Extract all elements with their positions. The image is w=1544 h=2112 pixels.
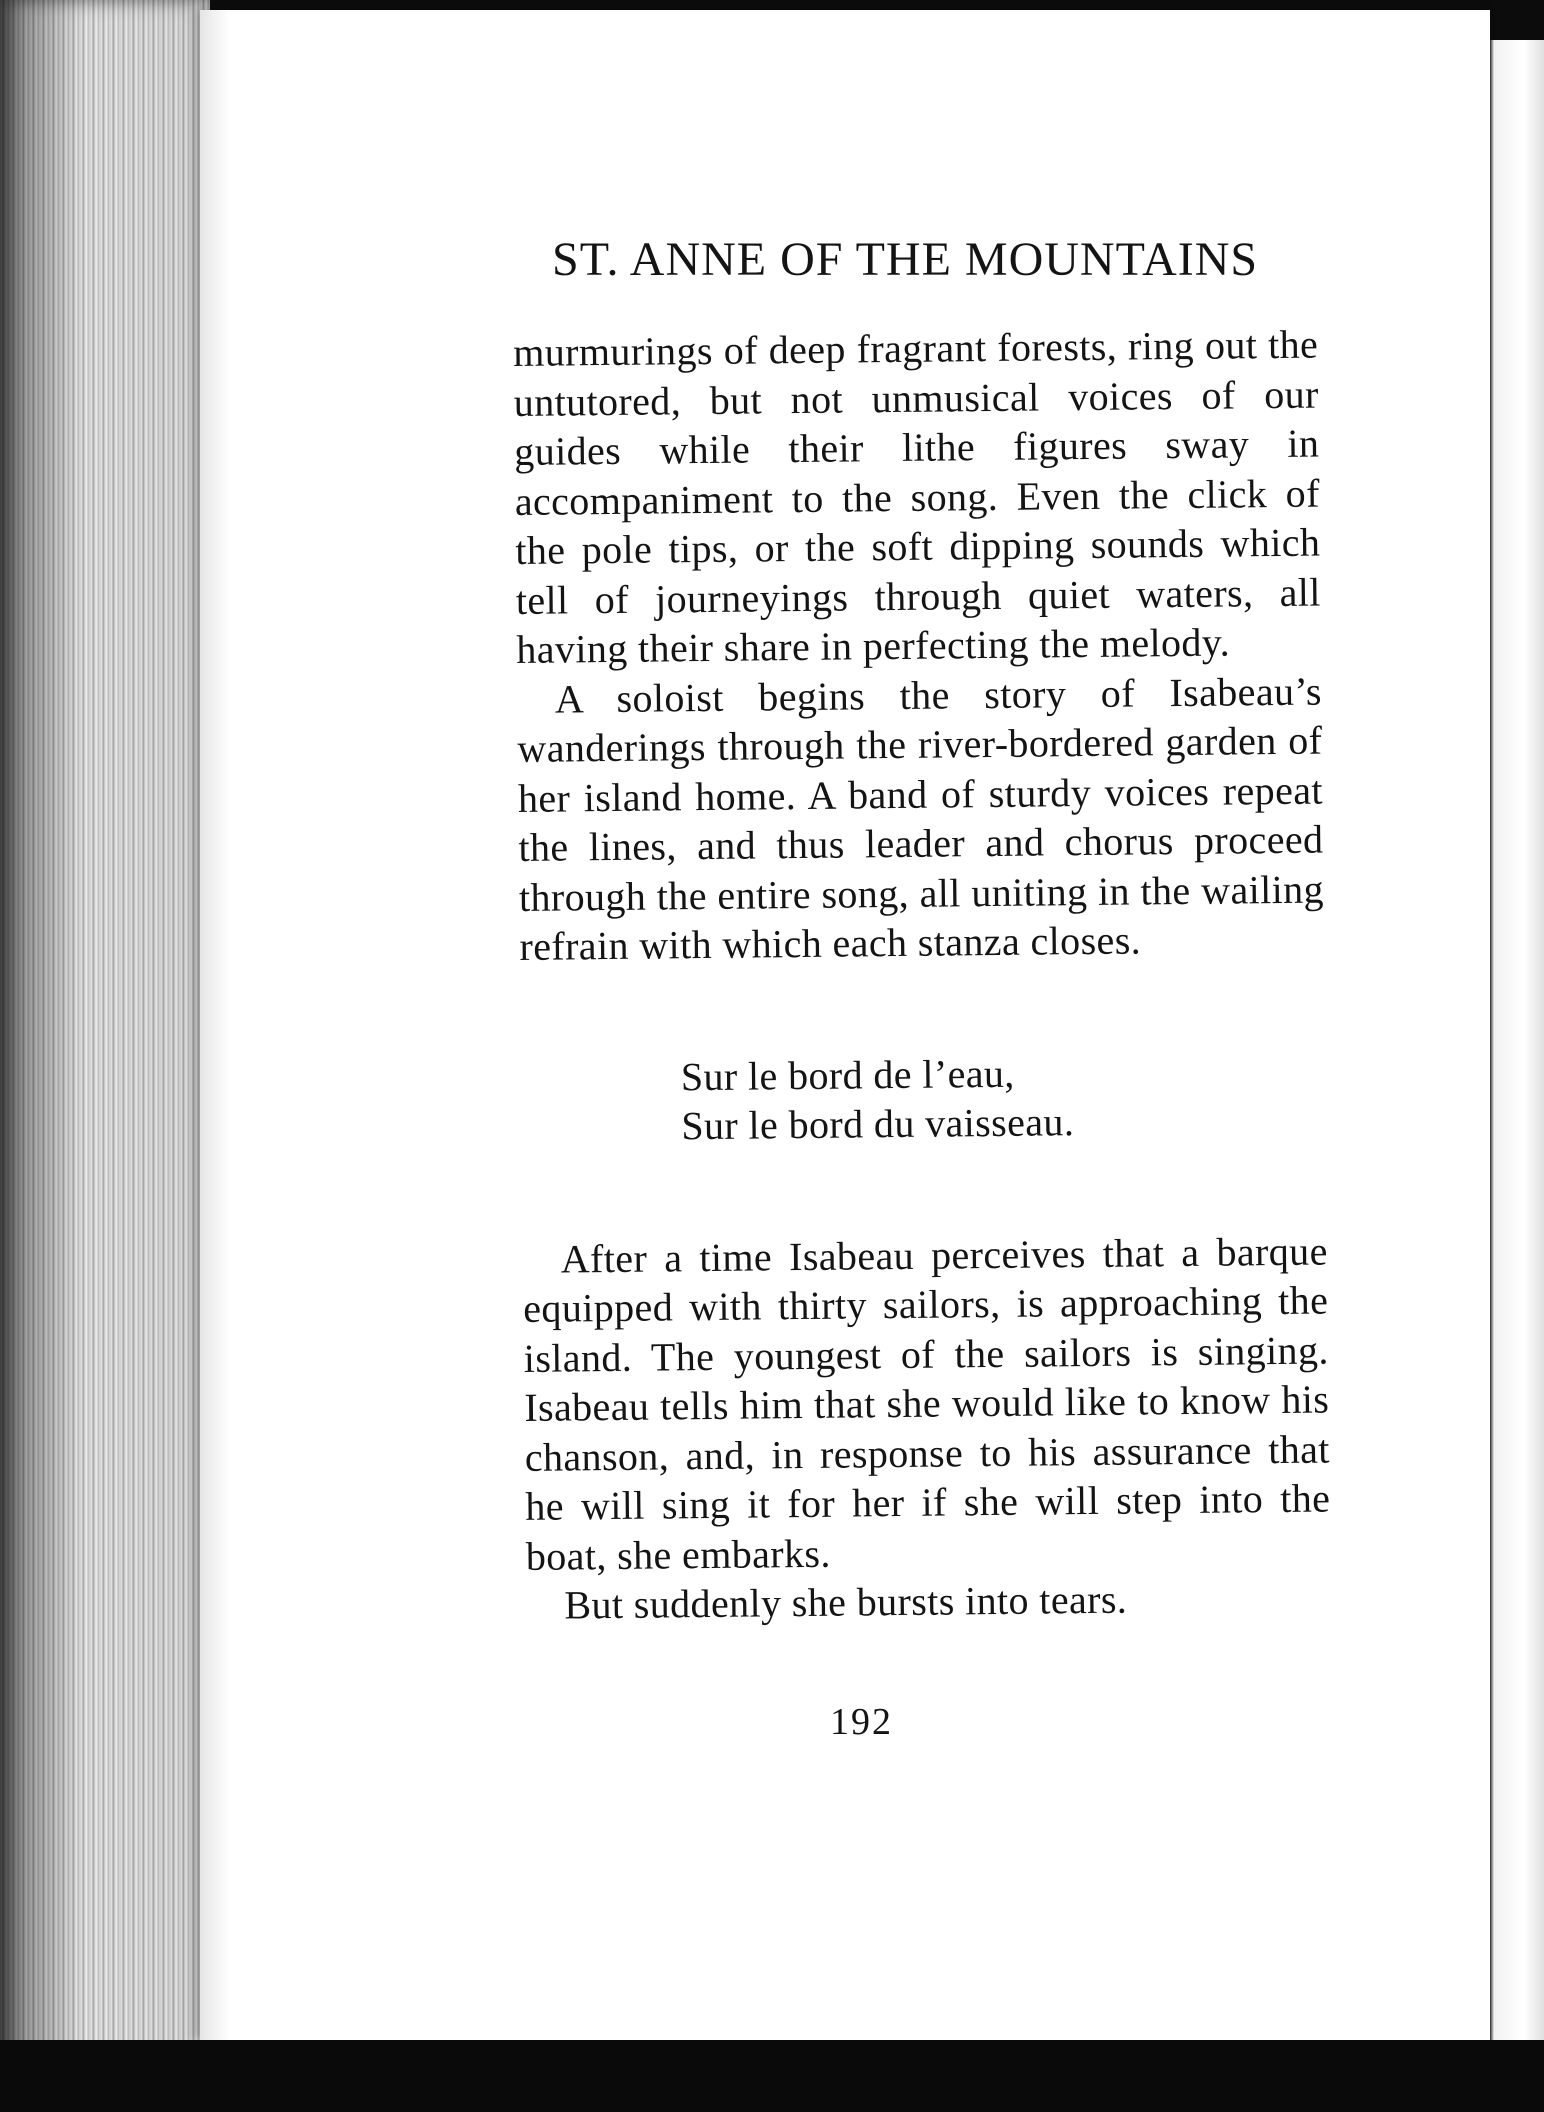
paragraph: But suddenly she bursts into tears. [564, 1576, 1128, 1628]
verse [521, 1045, 1327, 1152]
page-edges [0, 0, 210, 2080]
page-number: 192 [830, 1701, 893, 1743]
facing-page-edge [1484, 40, 1544, 2060]
body-text [513, 320, 1332, 1631]
paragraph: After a time Isabeau perceives that a barque equipped with thirty sailors, is approaching the island. The youngest of the sailors is singing. Isabeau tells him that she would like to know his chanson, and, in response to his assurance that he will sing it for her if she will step into the boat, she embarks. [523, 1228, 1331, 1579]
page-text [200, 10, 1490, 2040]
running-head: ST. ANNE OF THE MOUNTAINS [552, 233, 1259, 286]
paragraph: A soloist begins the story of Isabeau’s wanderings through the river-bordered garden of her island home. A band of sturdy voices repeat the lines, and thus leader and chorus proceed through the entire song, all uniting in the wailing refrain with which each stanza closes. [517, 668, 1325, 969]
book-page [200, 10, 1490, 2040]
paragraph: murmurings of deep fragrant forests, ring out the untutored, but not unmusical voices of our guides while their lithe figures sway in accompaniment to the song. Even the click of the pole tips, or the soft dipping sounds which tell of journeyings through quiet waters, all having their share in perfecting the melody. [513, 321, 1322, 672]
verse-line: Sur le bord de l’eau, [680, 1050, 1015, 1099]
verse-line: Sur le bord du vaisseau. [681, 1099, 1075, 1149]
scan-bottom-border [0, 2040, 1544, 2112]
